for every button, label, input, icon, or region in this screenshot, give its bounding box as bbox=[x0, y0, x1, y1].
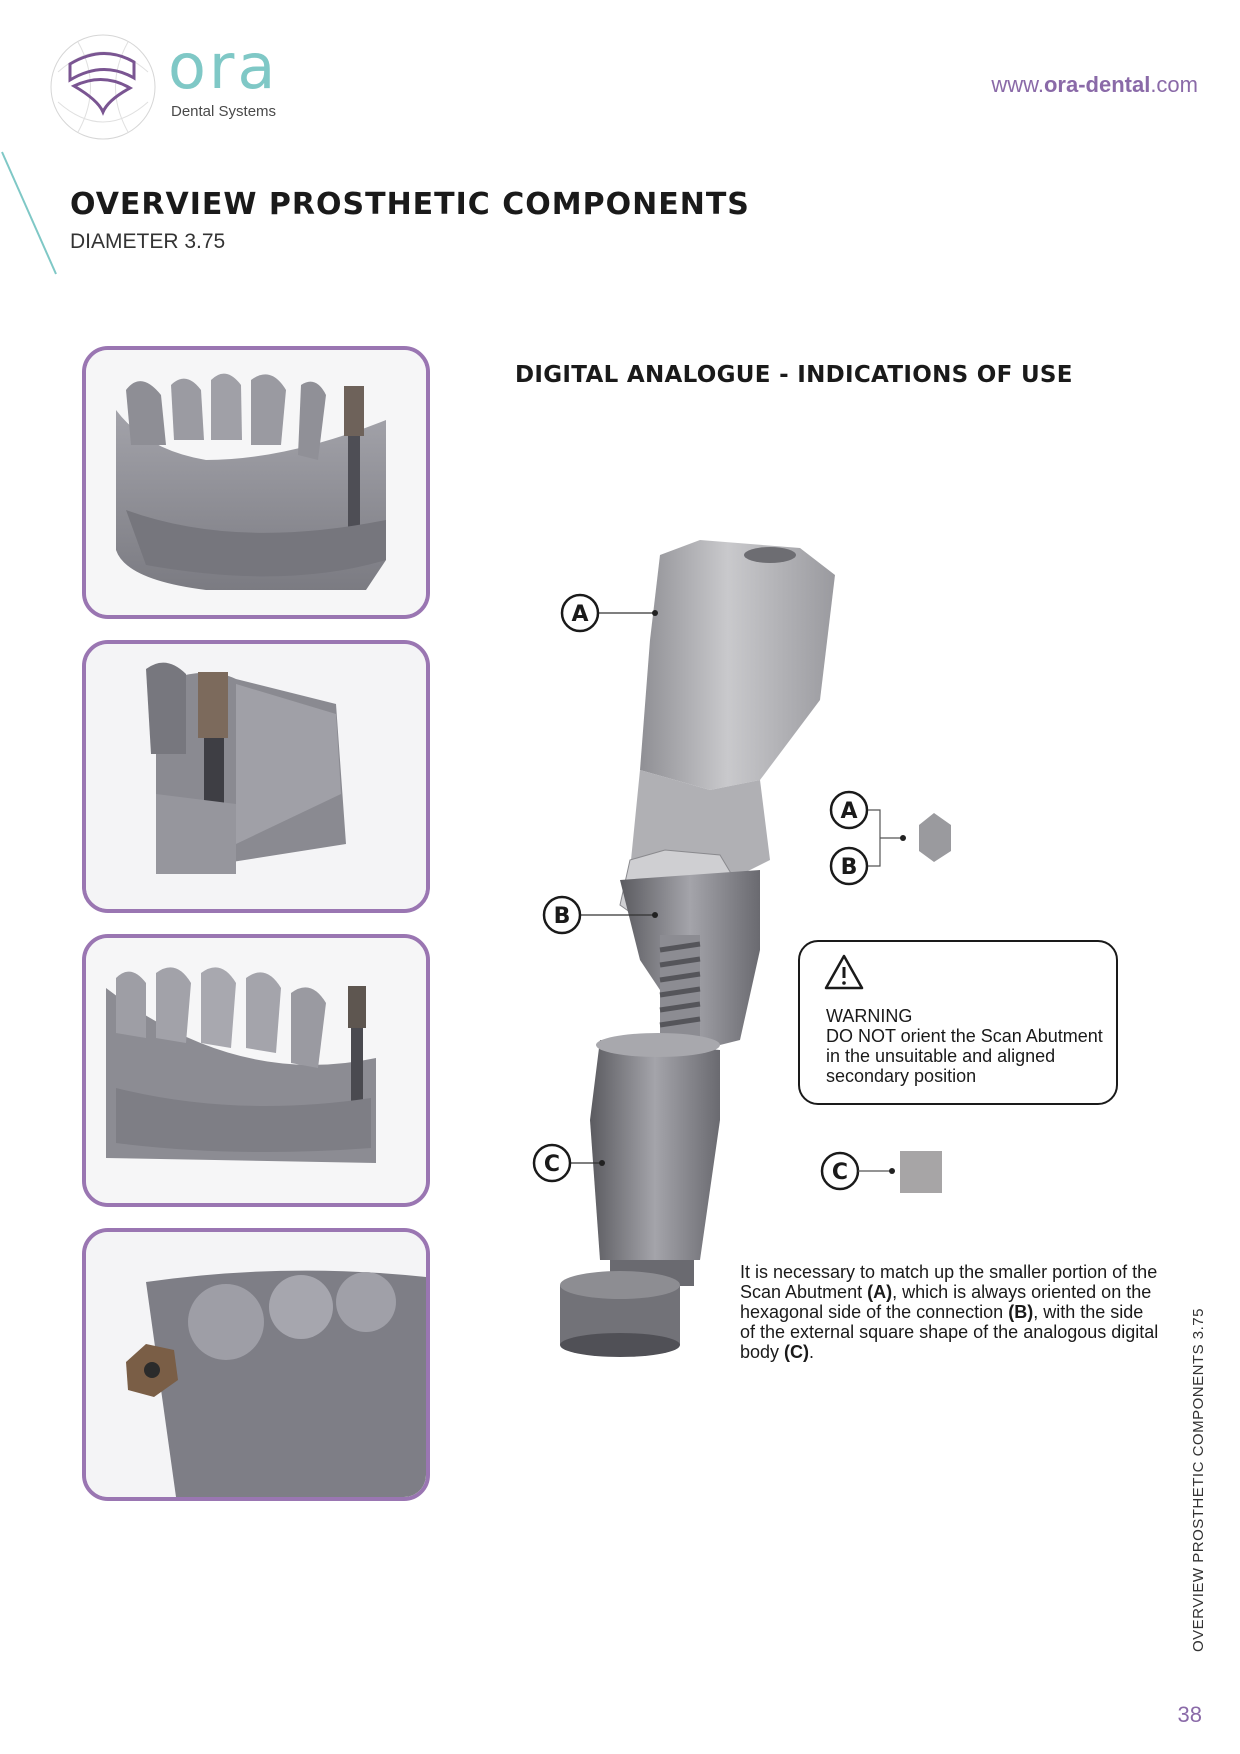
warning-box bbox=[798, 940, 1118, 1105]
scan-abutment-body bbox=[620, 540, 835, 930]
dental-model-image bbox=[86, 938, 426, 1203]
model-photo-4 bbox=[82, 1228, 430, 1501]
warning-triangle-icon bbox=[822, 952, 866, 994]
analogue-body bbox=[560, 1033, 720, 1357]
warning-title: WARNING bbox=[826, 1006, 913, 1026]
svg-text:C: C bbox=[831, 1160, 849, 1185]
page-title: OVERVIEW PROSTHETIC COMPONENTS bbox=[70, 187, 750, 222]
page-number: 38 bbox=[1177, 1702, 1202, 1727]
hexagon-legend bbox=[831, 792, 951, 884]
warning-text: DO NOT orient the Scan Abutment in the unsuitable and aligned secondary position bbox=[826, 1026, 1103, 1086]
body-paragraph: It is necessary to match up the smaller portion of the Scan Abutment (A), which is always oriented on the hexagonal side of the connection (B), with the side of the external square shape of the analogous digital body (C). bbox=[740, 1262, 1159, 1362]
model-photo-1 bbox=[82, 346, 430, 619]
website-link[interactable]: www.ora-dental.com bbox=[991, 72, 1198, 97]
svg-text:B: B bbox=[553, 904, 571, 929]
hexagon-icon bbox=[919, 813, 951, 862]
callout-b bbox=[544, 897, 580, 933]
svg-text:C: C bbox=[543, 1152, 561, 1177]
callout-a bbox=[562, 595, 598, 631]
dental-model-image bbox=[86, 644, 426, 909]
svg-text:B: B bbox=[840, 855, 858, 880]
brand-name: ora bbox=[168, 30, 279, 103]
accent-line bbox=[0, 150, 60, 280]
svg-text:A: A bbox=[840, 799, 858, 824]
side-running-title: OVERVIEW PROSTHETIC COMPONENTS 3.75 bbox=[1190, 1308, 1207, 1652]
dental-model-image bbox=[86, 1232, 426, 1497]
dental-model-image bbox=[86, 350, 426, 615]
connection-screw bbox=[620, 870, 760, 1050]
square-legend bbox=[822, 1151, 942, 1193]
brand-subtitle: Dental Systems bbox=[171, 103, 277, 120]
page-subtitle: DIAMETER 3.75 bbox=[70, 230, 226, 253]
model-photo-3 bbox=[82, 934, 430, 1207]
svg-text:A: A bbox=[571, 602, 589, 627]
brand-logo-icon bbox=[48, 32, 158, 142]
model-photo-2 bbox=[82, 640, 430, 913]
section-title: DIGITAL ANALOGUE - INDICATIONS OF USE bbox=[515, 362, 1073, 388]
callout-c bbox=[534, 1145, 570, 1181]
square-icon bbox=[900, 1151, 942, 1193]
